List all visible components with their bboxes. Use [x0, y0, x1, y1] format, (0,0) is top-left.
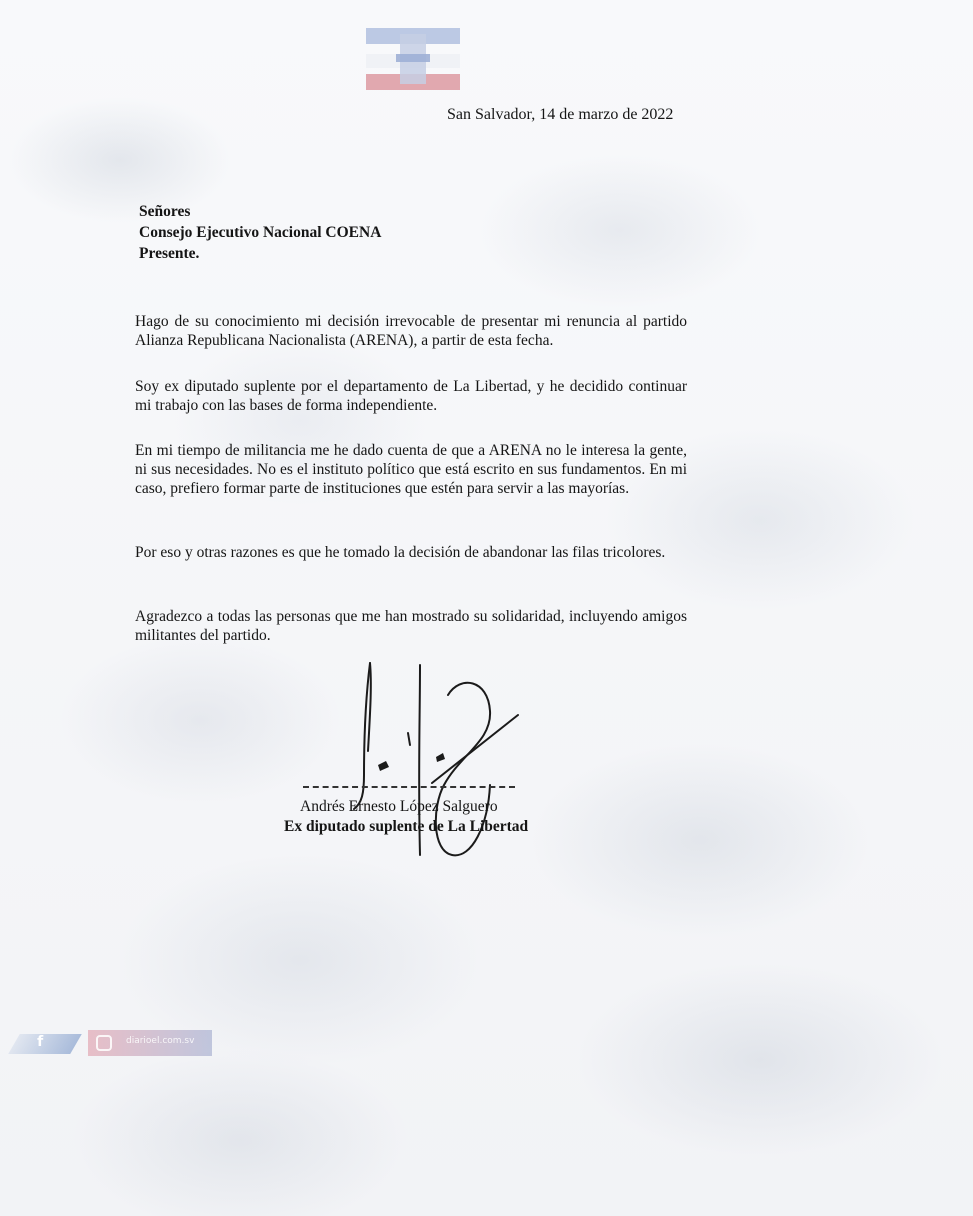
body-paragraph: Agradezco a todas las personas que me han mostrado su solidaridad, incluyendo amigos militantes del partido. — [135, 608, 687, 644]
addressee-block — [139, 201, 381, 264]
letter-date: San Salvador, 14 de marzo de 2022 — [447, 106, 674, 123]
signature-line — [303, 786, 515, 788]
body-paragraph: Hago de su conocimiento mi decisión irrevocable de presentar mi renuncia al partido Alianza Republicana Nacionalista (ARENA), a partir de esta fecha. — [135, 313, 687, 349]
body-paragraph: En mi tiempo de militancia me he dado cuenta de que a ARENA no le interesa la gente, ni sus necesidades. No es el instituto político que está escrito en sus fundamentos. En mi caso, prefiero formar parte de instituciones que estén para servir a las mayorías. — [135, 442, 687, 497]
addressee-organization: Consejo Ejecutivo Nacional COENA — [139, 224, 382, 241]
party-flag-logo-icon — [366, 28, 460, 90]
body-paragraph: Por eso y otras razones es que he tomado la decisión de abandonar las filas tricolores. — [135, 544, 666, 561]
signer-name: Andrés Ernesto López Salguero — [300, 798, 498, 815]
facebook-icon: f — [8, 1034, 82, 1054]
watermark-handle-box — [88, 1030, 212, 1056]
watermark-social-bar — [14, 1030, 212, 1056]
signer-title: Ex diputado suplente de La Libertad — [284, 818, 529, 835]
watermark-handle: diarioel.com.sv — [126, 1036, 195, 1046]
addressee-salutation: Señores — [139, 203, 191, 220]
body-paragraph: Soy ex diputado suplente por el departamento de La Libertad, y he decidido continuar mi trabajo con las bases de forma independiente. — [135, 378, 687, 414]
instagram-icon — [96, 1035, 112, 1051]
addressee-presente: Presente. — [139, 245, 200, 262]
